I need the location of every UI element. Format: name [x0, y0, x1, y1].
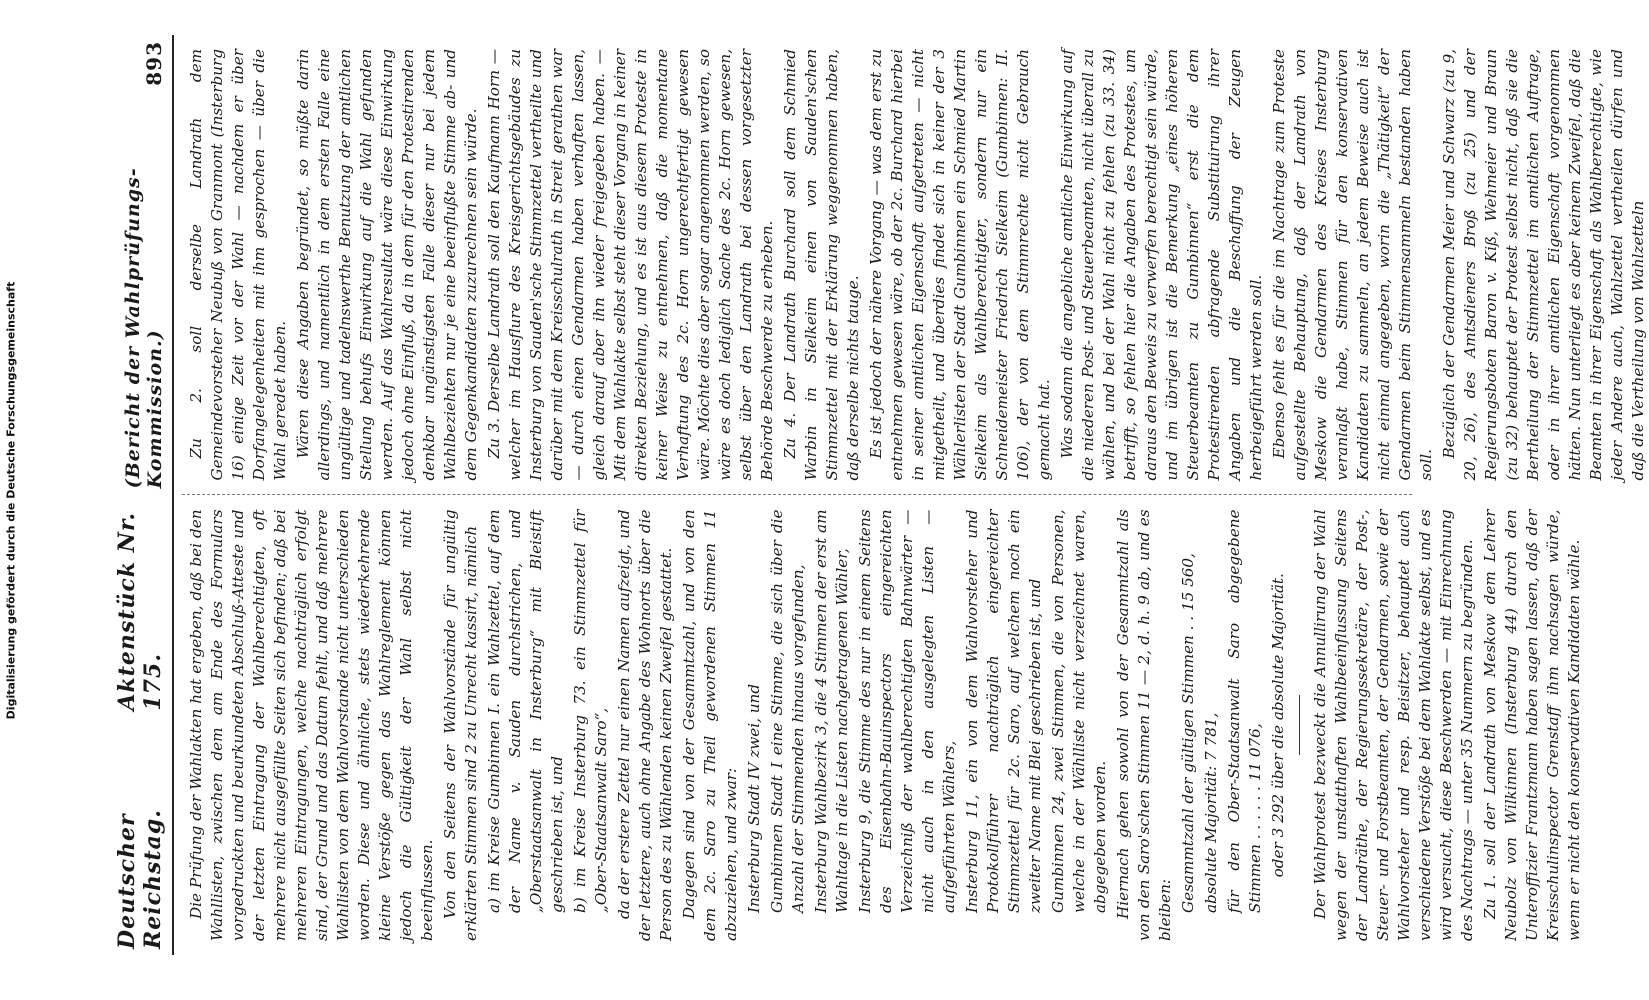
paragraph: Der Wahlprotest bezweckt die Annullirung der Wahl wegen der unstatthaften Wahlbeeinflussung Seitens der Landräthe, der Regierungssekretäre, der Post-, Steuer- und Forstbeamten, der Gendarmen, sowie der Wahlvorsteher und resp. Beisitzer, behauptet auch verschiedene Verstöße bei dem Wahlakte selbst, und es wird versucht, diese Beschwerden — mit Einrechnung des Nachtrags — unter 35 Nummern zu begründen. [1311, 509, 1476, 941]
paragraph: Die Prüfung der Wahlakten hat ergeben, daß bei den Wahllisten, zwischen dem am Ende des Formulars vorgedruckten und beurkundeten Abschluß-Atteste und der letzten Eintragung der Wahlberechtigten, oft mehrere nicht ausgefüllte Seiten sich befinden; daß bei mehreren Eintragungen, welche nachträglich erfolgt sind, der Grund und das Datum fehlt, und daß mehrere Wahllisten von dem Wahlvorstande nicht unterschieden worden. Diese und ähnliche, stets wiederkehrende kleine Verstöße gegen das Wahlreglement können jedoch die Gültigkeit der Wahl selbst nicht beeinflussen. [187, 509, 436, 941]
paragraph: Gumbinnen 24, zwei Stimmen, die von Personen, welche in der Wählliste nicht verzeichnet waren, abgegeben worden. [1049, 509, 1109, 913]
tally-line: Gesammtzahl der gültigen Stimmen . . 15 560, [1179, 553, 1197, 913]
tally-line: für den Ober-Staatsanwalt Saro abgegebene Stimmen . . . . . . 11 076, [1225, 509, 1264, 913]
tally-line: oder 3 292 über die absolute Majorität. [1269, 573, 1287, 878]
tally-line: absolute Majorität: 7 781, [1202, 712, 1220, 913]
column-left [182, 496, 1583, 956]
paragraph: Ebenso fehlt es für die im Nachtrage zum Proteste aufgestellte Behauptung, daß der Landrath von Meskow die Gendarmen des Kreises Insterburg veranlaßt habe, Stimmen für den konservativen Kandidaten zu sammeln, an jedem Beweise auch ist nicht einmal angegeben, worin die „Thätigkeit“ der Gendarmen beim Stimmensammeln bestanden haben soll. [1270, 49, 1435, 481]
paragraph: Gumbinnen Stadt I eine Stimme, die sich über die Anzahl der Stimmenden hinaus vorgefunden, [768, 509, 807, 913]
paragraph: Zu 1. soll der Landrath von Meskow dem Lehrer Neubolz von Wilkinnen (Insterburg 44) durch den Unteroffizier Frantzmann haben sagen lassen, daß der Kreisschulinspector Grenstaff ihm nachsagen würde, wenn er nicht den konservativen Kandidaten wähle. [1481, 509, 1583, 941]
paragraph: Es ist jedoch der nähere Vorgang — was dem erst zu entnehmen gewesen wäre, ob der 2c. Burchard hierbei in seiner amtlichen Eigenschaft aufgetreten — nicht mitgetheilt, und überdies findet sich in keiner der 3 Wählerlisten der Stadt Gumbinnen ein Schmied Martin Sielkeim als Wahlberechtigter, sondern nur ein Schneidemeister Friedrich Sielkeim (Gumbinnen: II. 106), der von dem Stimmrechte nicht Gebrauch gemacht hat. [867, 49, 1053, 481]
paragraph: Zu 2. soll derselbe Landrath dem Gemeindevorsteher Neubuß von Granmont (Insterburg 16) einige Zeit vor der Wahl — nachdem er über Dorfangelegenheiten mit ihm gesprochen — über die Wahl geredet haben. [187, 49, 289, 481]
paragraph: Von den Seitens der Wahlvorstände für ungültig erklärten Stimmen sind 2 zu Unrecht kassirt, nämlich [441, 509, 480, 941]
digitization-credit [0, 0, 22, 1000]
column-right [182, 35, 1647, 496]
paragraph: Insterburg 11, ein von dem Wahlvorsteher und Protokollführer nachträglich eingereichter Stimmzettel für 2c. Saro, auf welchem noch ein zweiter Name mit Blei geschrieben ist, und [963, 509, 1044, 913]
paragraph: a) im Kreise Gumbinnen I. ein Wahlzettel, auf dem der Name v. Sauden durchstrichen, und „Oberstaatsanwalt in Insterburg“ mit Bleistift geschrieben ist, und [485, 509, 566, 913]
page-number: 893 [142, 41, 166, 86]
header-document-number: Aktenstück Nr. 175. [114, 511, 166, 711]
digitization-credit-text: Digitalisierung gefördert durch die Deutsche Forschungsgemeinschaft [4, 281, 18, 719]
header-left: Deutscher Reichstag. [114, 809, 166, 949]
paragraph: b) im Kreise Insterburg 73. ein Stimmzettel für „Ober-Staatsanwalt Saro“, [571, 509, 610, 913]
page-header [114, 35, 174, 955]
paragraph: Zu 4. Der Landrath Burchard soll dem Schmied Warbin in Sielkeim einen von Sauden'schen Stimmzettel mit der Erklärung weggenommen haben, daß derselbe nichts tauge. [781, 49, 862, 481]
paragraph: Wären diese Angaben begründet, so müßte darin allerdings, und namentlich in dem ersten Falle eine ungültige und tadelnswerthe Benutzung der amtlichen Stellung behufs Einwirkung auf die Wahl gefunden werden. Auf das Wahlresultat wäre diese Einwirkung jedoch ohne Einfluß, da in dem für den Protestirenden denkbar ungünstigsten Falle dieser nur bei jedem Wahlbeziehten nur je eine beeinflußte Stimme ab- und dem Gegenkandidaten zuzurechnen sein würde. [294, 49, 480, 481]
paragraph: Bezüglich der Gendarmen Meier und Schwarz (zu 9, 20, 26), des Amtsdieners Broß (zu 25) und der Regierungsboten Baron v. Kiß, Wehmeier und Braun (zu 32) behauptet der Protest selbst nicht, daß sie die Bertheilung der Stimmzettel im amtlichen Auftrage, oder in ihrer amtlichen Eigenschaft vorgenommen hätten. Nun unterliegt es aber keinem Zweifel, daß die Beamten in ihrer Eigenschaft als Wahlberechtigte, wie jeder Andere auch, Wahlzettel vertheilen dürfen und daß die Vertheilung von Wahlzetteln [1440, 49, 1647, 481]
paragraph: Insterburg 9, die Stimme des nur in einem Seitens des Eisenbahn-Bauinspectors eingereichten Verzeichniß der wahlberechtigten Bahnwärter — nicht auch in den ausgelegten Listen — aufgeführten Wählers, [856, 509, 958, 913]
paragraph: Insterburg Wahlbezirk 3, die 4 Stimmen der erst am Wahltage in die Listen nachgetragenen Wähler, [812, 509, 851, 913]
paragraph: Insterburg Stadt IV zwei, und [745, 683, 763, 913]
paragraph: Dagegen sind von der Gesammtzahl, und von den dem 2c. Saro zu Theil gewordenen Stimmen 11 abzuziehen, und zwar: [680, 509, 740, 941]
paragraph: da der erstere Zettel nur einen Namen aufzeigt, und der letztere, auch ohne Angabe des Wohnorts über die Person des zu Wählenden keinen Zweifel gestattet. [615, 509, 675, 941]
paragraph: Was sodann die angebliche amtliche Einwirkung auf die niederen Post- und Steuerbeamten, nicht überall zu wählen, und bei der Wahl nicht zu fehlen (zu 33. 34) betrifft, so fehlen hier die Angaben des Protestes, um daraus den Beweis zu verwerfen berechtigt sein würde, und im übrigen ist die Bemerkung „eines höheren Steuerbeamten zu Gumbinnen“ erst die dem Protestirenden abfragende Substituirung ihrer Angaben und die Beschaffung der Zeugen herbeigeführt werden soll. [1058, 49, 1265, 481]
rotated-page [114, 35, 1647, 955]
header-right: (Bericht der Wahlprüfungs-Kommission.) [122, 167, 166, 489]
paragraph: Zu 3. Derselbe Landrath soll den Kaufmann Horn — welcher im Hausflure des Kreisgerichtsgebäudes zu Insterburg von Sauden'sche Stimmzettel vertheilte und darüber mit dem Kreisschulrath in Streit gerathen war — durch einen Gendarmen haben verhaften lassen, gleich darauf aber ihn wieder freigegeben haben. — Mit dem Wahlakte selbst steht dieser Vorgang in keiner direkten Beziehung, und es ist aus diesem Proteste in keiner Weise zu entnehmen, daß die momentane Verhaftung des 2c. Horn ungerechtfertigt gewesen wäre. Möchte dies aber sogar angenommen werden, so wäre es doch lediglich Sache des 2c. Horn gewesen, selbst über den Landrath bei dessen vorgesetzter Behörde Beschwerde zu erheben. [485, 49, 776, 481]
divider [1299, 695, 1300, 755]
text-columns [182, 35, 1647, 955]
paragraph: Hiernach gehen sowohl von der Gesammtzahl als von den Saro'schen Stimmen 11 — 2, d. h. 9 ab, und es bleiben: [1114, 509, 1174, 941]
